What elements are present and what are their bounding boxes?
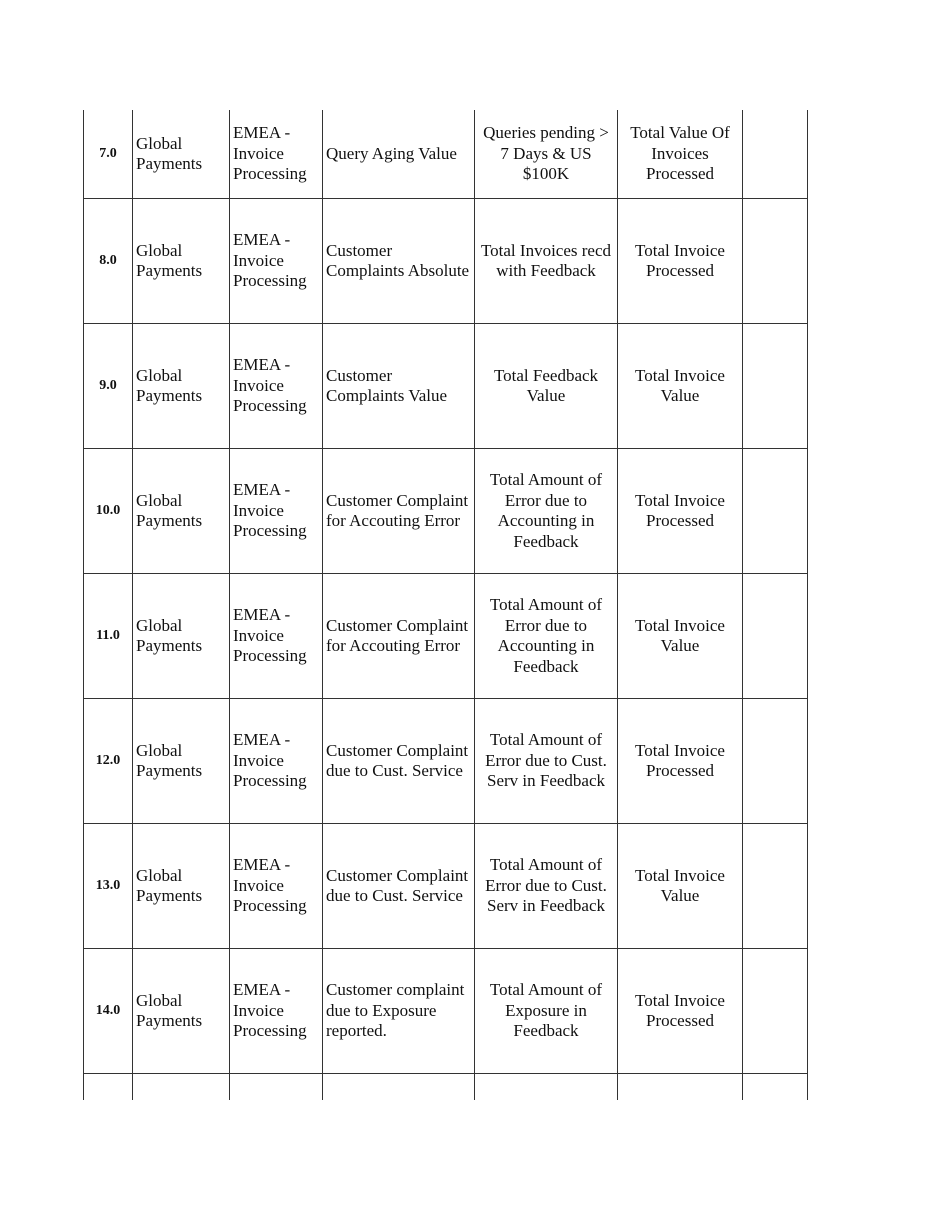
denominator-cell: Total Invoice Value (618, 574, 743, 699)
process-cell: EMEA - Invoice Processing (230, 199, 323, 324)
metric-cell: Customer Complaint due to Cust. Service (323, 699, 475, 824)
process-cell: EMEA - Invoice Processing (230, 949, 323, 1074)
extra-cell (743, 699, 808, 824)
denominator-cell: Total Invoice Value (618, 824, 743, 949)
denominator-cell: Total Invoice Processed (618, 199, 743, 324)
empty-cell (230, 1074, 323, 1101)
row-number: 7.0 (84, 110, 133, 199)
entity-cell: Global Payments (133, 824, 230, 949)
metric-cell: Customer Complaint for Accouting Error (323, 574, 475, 699)
row-number: 14.0 (84, 949, 133, 1074)
denominator-cell: Total Invoice Processed (618, 949, 743, 1074)
table-row (84, 110, 808, 199)
entity-cell: Global Payments (133, 199, 230, 324)
entity-cell: Global Payments (133, 574, 230, 699)
table-row (84, 574, 808, 699)
row-number: 11.0 (84, 574, 133, 699)
table-row (84, 699, 808, 824)
table-row (84, 824, 808, 949)
entity-cell: Global Payments (133, 449, 230, 574)
denominator-cell: Total Value Of Invoices Processed (618, 110, 743, 199)
table-row-empty (84, 1074, 808, 1101)
process-cell: EMEA - Invoice Processing (230, 574, 323, 699)
entity-cell: Global Payments (133, 699, 230, 824)
row-number: 12.0 (84, 699, 133, 824)
numerator-cell: Total Amount of Error due to Cust. Serv in Feedback (475, 824, 618, 949)
row-number: 10.0 (84, 449, 133, 574)
numerator-cell: Total Amount of Exposure in Feedback (475, 949, 618, 1074)
metric-cell: Query Aging Value (323, 110, 475, 199)
metrics-table (83, 110, 808, 1100)
metric-cell: Customer complaint due to Exposure reported. (323, 949, 475, 1074)
table-row (84, 199, 808, 324)
extra-cell (743, 949, 808, 1074)
empty-cell (743, 1074, 808, 1101)
process-cell: EMEA - Invoice Processing (230, 324, 323, 449)
extra-cell (743, 574, 808, 699)
numerator-cell: Total Amount of Error due to Accounting in Feedback (475, 449, 618, 574)
extra-cell (743, 199, 808, 324)
numerator-cell: Queries pending > 7 Days & US $100K (475, 110, 618, 199)
metric-cell: Customer Complaints Absolute (323, 199, 475, 324)
numerator-cell: Total Feedback Value (475, 324, 618, 449)
process-cell: EMEA - Invoice Processing (230, 699, 323, 824)
denominator-cell: Total Invoice Value (618, 324, 743, 449)
extra-cell (743, 449, 808, 574)
denominator-cell: Total Invoice Processed (618, 699, 743, 824)
entity-cell: Global Payments (133, 949, 230, 1074)
table-row (84, 949, 808, 1074)
entity-cell: Global Payments (133, 110, 230, 199)
empty-cell (323, 1074, 475, 1101)
process-cell: EMEA - Invoice Processing (230, 110, 323, 199)
metric-cell: Customer Complaints Value (323, 324, 475, 449)
row-number: 13.0 (84, 824, 133, 949)
extra-cell (743, 110, 808, 199)
table-row (84, 324, 808, 449)
numerator-cell: Total Invoices recd with Feedback (475, 199, 618, 324)
process-cell: EMEA - Invoice Processing (230, 449, 323, 574)
metric-cell: Customer Complaint due to Cust. Service (323, 824, 475, 949)
metric-cell: Customer Complaint for Accouting Error (323, 449, 475, 574)
numerator-cell: Total Amount of Error due to Cust. Serv in Feedback (475, 699, 618, 824)
empty-cell (618, 1074, 743, 1101)
entity-cell: Global Payments (133, 324, 230, 449)
denominator-cell: Total Invoice Processed (618, 449, 743, 574)
row-number: 9.0 (84, 324, 133, 449)
row-number: 8.0 (84, 199, 133, 324)
table-row (84, 449, 808, 574)
numerator-cell: Total Amount of Error due to Accounting in Feedback (475, 574, 618, 699)
process-cell: EMEA - Invoice Processing (230, 824, 323, 949)
empty-cell (475, 1074, 618, 1101)
empty-cell (84, 1074, 133, 1101)
extra-cell (743, 824, 808, 949)
empty-cell (133, 1074, 230, 1101)
extra-cell (743, 324, 808, 449)
